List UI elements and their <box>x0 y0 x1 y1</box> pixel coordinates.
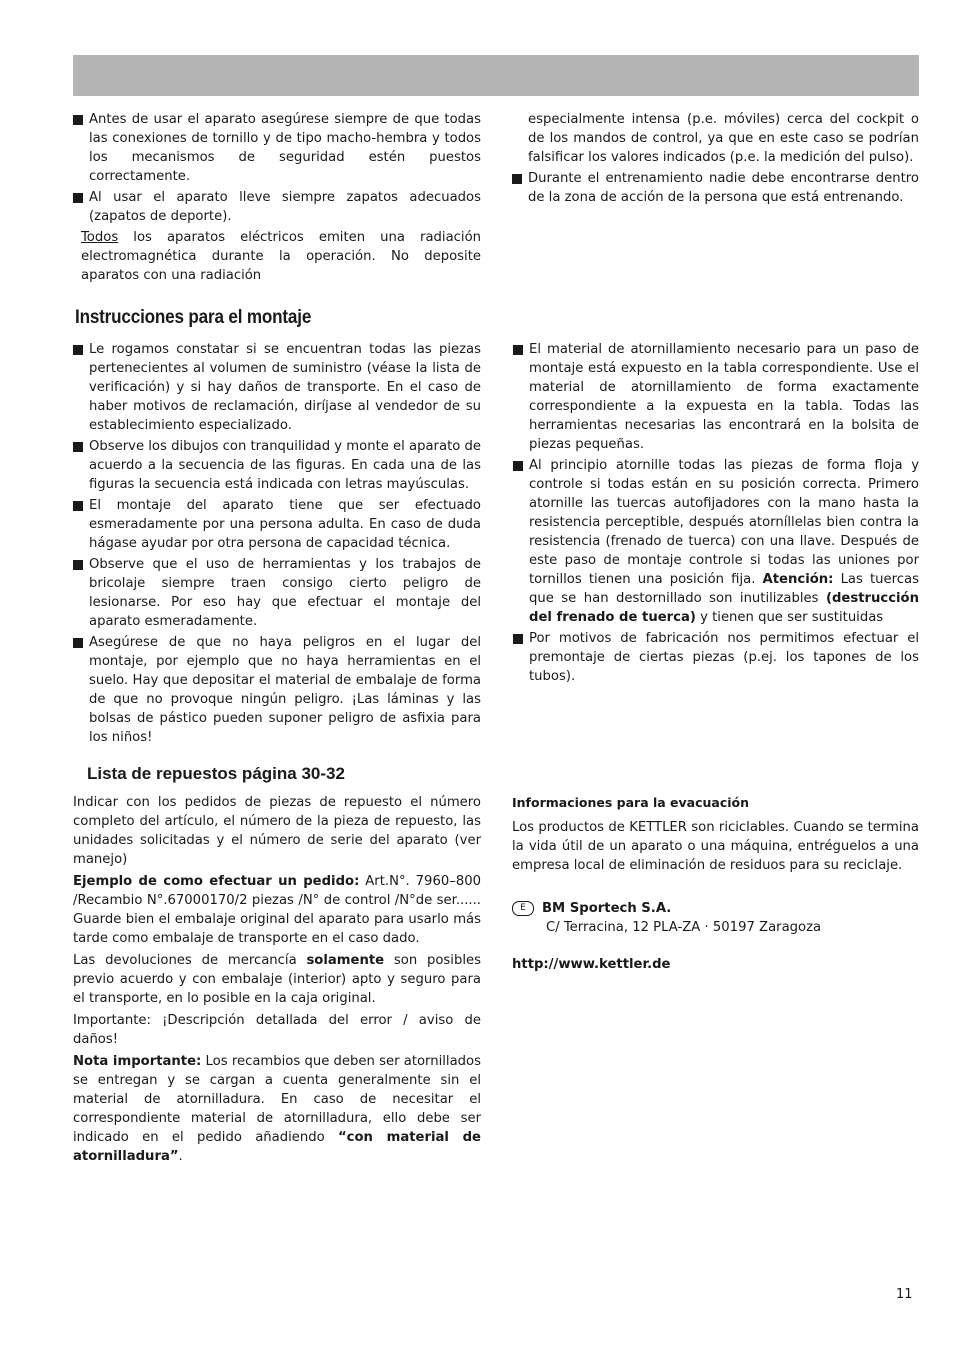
safety-left-column <box>73 110 481 287</box>
list-item: Todos los aparatos eléctricos emiten una radiación electromagnética durante la operación. No deposite aparatos con una radiación <box>81 230 481 283</box>
bullet-square-icon <box>73 638 83 648</box>
spares-intro: Indicar con los pedidos de piezas de repuesto el número completo del artículo, el número de la pieza de repuesto, las unidades solicitadas y el número de serie del aparato (ver manejo) <box>73 795 481 867</box>
bullet-square-icon <box>73 115 83 125</box>
list-item: Al usar el aparato lleve siempre zapatos adecuados (zapatos de deporte). <box>73 188 481 226</box>
todos-underlined: Todos <box>81 230 119 245</box>
bullet-square-icon <box>73 501 83 511</box>
list-item: Asegúrese de que no haya peligros en el lugar del montaje, por ejemplo que no haya herramientas en el suelo. Hay que depositar el material de embalaje de forma de que no provoque ningún peligro. ¡Las láminas y las bolsas de pástico pueden suponer peligro de asfixia para los niños! <box>73 633 481 747</box>
country-e-icon: E <box>512 901 534 916</box>
spares-returns: Las devoluciones de mercancía solamente son posibles previo acuerdo y con embalaje (interior) apto y seguro para el transporte, en lo posible en la caja original. <box>73 953 481 1006</box>
bullet-square-icon <box>73 345 83 355</box>
bullet-square-icon <box>513 461 523 471</box>
list-item: Antes de usar el aparato asegúrese siempre de que todas las conexiones de tornillo y de tipo macho-hembra y todos los mecanismos de seguridad estén puestos correctamente. <box>73 110 481 186</box>
disposal-title: Informaciones para la evacuación <box>512 795 750 810</box>
bullet-square-icon <box>513 634 523 644</box>
header-bar <box>73 55 919 96</box>
list-item: Le rogamos constatar si se encuentran todas las piezas pertenecientes al volumen de suministro (véase la lista de verificación) y si hay daños de transporte. En el caso de haber motivos de reclamación, diríjase al vendedor de su establecimiento especializado. <box>73 340 481 435</box>
bullet-square-icon <box>73 193 83 203</box>
bullet-square-icon <box>512 174 522 184</box>
bullet-square-icon <box>513 345 523 355</box>
company-line <box>512 899 919 918</box>
attention-label: Atención: <box>762 572 834 587</box>
spares-important: Importante: ¡Descripción detallada del error / aviso de daños! <box>73 1013 481 1047</box>
bullet-square-icon <box>73 560 83 570</box>
list-item: Al principio atornille todas las piezas de forma floja y controle si todas están en su posición correcta. Primero atornille las tuercas autofijadores con la mano hasta la resistencia perceptible, después atorníllelas bien contra la resistencia (frenado de tuerca) con una llave. Después de este paso de montaje controle si todas las uniones por tornillos tienen una posición fija. Atención: Las tuercas que se han destornillado son inutilizables (destrucción del frenado de tuerca) y tienen que ser sustituidas <box>513 456 919 627</box>
disposal-column <box>512 793 919 974</box>
bullet-square-icon <box>73 442 83 452</box>
list-item: Observe los dibujos con tranquilidad y monte el aparato de acuerdo a la secuencia de las figuras. En cada una de las figuras la secuencia está indicada con letras mayúsculas. <box>73 437 481 494</box>
returns-bold: solamente <box>306 953 385 968</box>
list-item: Observe que el uso de herramientas y los trabajos de bricolaje siempre traen consigo cierto peligro de lesionarse. Por eso hay que efectuar el montaje del aparato esmeradamente. <box>73 555 481 631</box>
spares-note: Nota importante: Los recambios que deben ser atornillados se entregan y se cargan a cuenta generalmente sin el material de atornilladura. En caso de necesitar el correspondiente material de atornilladura, ello debe ser indicado en el pedido añadiendo “con material de atornilladura”. <box>73 1054 481 1164</box>
spare-parts-column <box>73 793 481 1169</box>
list-item: El montaje del aparato tiene que ser efectuado esmeradamente por una persona adulta. En caso de duda hágase ayudar por otra persona de capacidad técnica. <box>73 496 481 553</box>
website-link[interactable]: http://www.kettler.de <box>512 957 671 972</box>
company-address: C/ Terracina, 12 PLA-ZA · 50197 Zaragoza <box>546 920 822 935</box>
section-title-spare-parts: Lista de repuestos página 30-32 <box>87 764 345 783</box>
list-item-continued: especialmente intensa (p.e. móviles) cerca del cockpit o de los mandos de control, ya que en este caso se podrían falsificar los valores indicados (p.e. la medición del pulso). <box>528 112 919 165</box>
section-title-assembly: Instrucciones para el montaje <box>75 307 312 328</box>
example-label: Ejemplo de como efectuar un pedido: <box>73 874 360 889</box>
list-item: Durante el entrenamiento nadie debe encontrarse dentro de la zona de acción de la persona que está entrenando. <box>512 169 919 207</box>
disposal-text: Los productos de KETTLER son riciclables. Cuando se termina la vida útil de un aparato o una máquina, entréguelos a una empresa local de eliminación de residuos para su reciclaje. <box>512 820 919 873</box>
note-bold: “con material de atornilladura” <box>73 1130 481 1164</box>
attention-bold: (destrucción del frenado de tuerca) <box>529 591 919 625</box>
assembly-left-column <box>73 340 481 749</box>
list-item: Por motivos de fabricación nos permitimos efectuar el premontaje de ciertas piezas (p.ej. los tapones de los tubos). <box>513 629 919 686</box>
assembly-right-column <box>513 340 919 688</box>
list-item: El material de atornillamiento necesario para un paso de montaje está expuesto en la tabla correspondiente. Use el material de atornillamiento de forma exactamente correspondiente a la expuesta en la tabla. Todas las herramientas necesarias las encontrará en la bolsita de piezas pequeñas. <box>513 340 919 454</box>
page-number: 11 <box>896 1287 913 1302</box>
safety-right-column <box>512 110 919 209</box>
company-name: BM Sportech S.A. <box>542 901 672 916</box>
spares-example: Ejemplo de como efectuar un pedido: Art.N°. 7960–800 /Recambio N°.67000170/2 piezas /N° de control /N°de ser...... Guarde bien el embalaje original del aparato para usarlo más tarde como embalaje de transporte en el caso dado. <box>73 874 481 946</box>
company-block <box>512 899 919 937</box>
note-label: Nota importante: <box>73 1054 202 1069</box>
